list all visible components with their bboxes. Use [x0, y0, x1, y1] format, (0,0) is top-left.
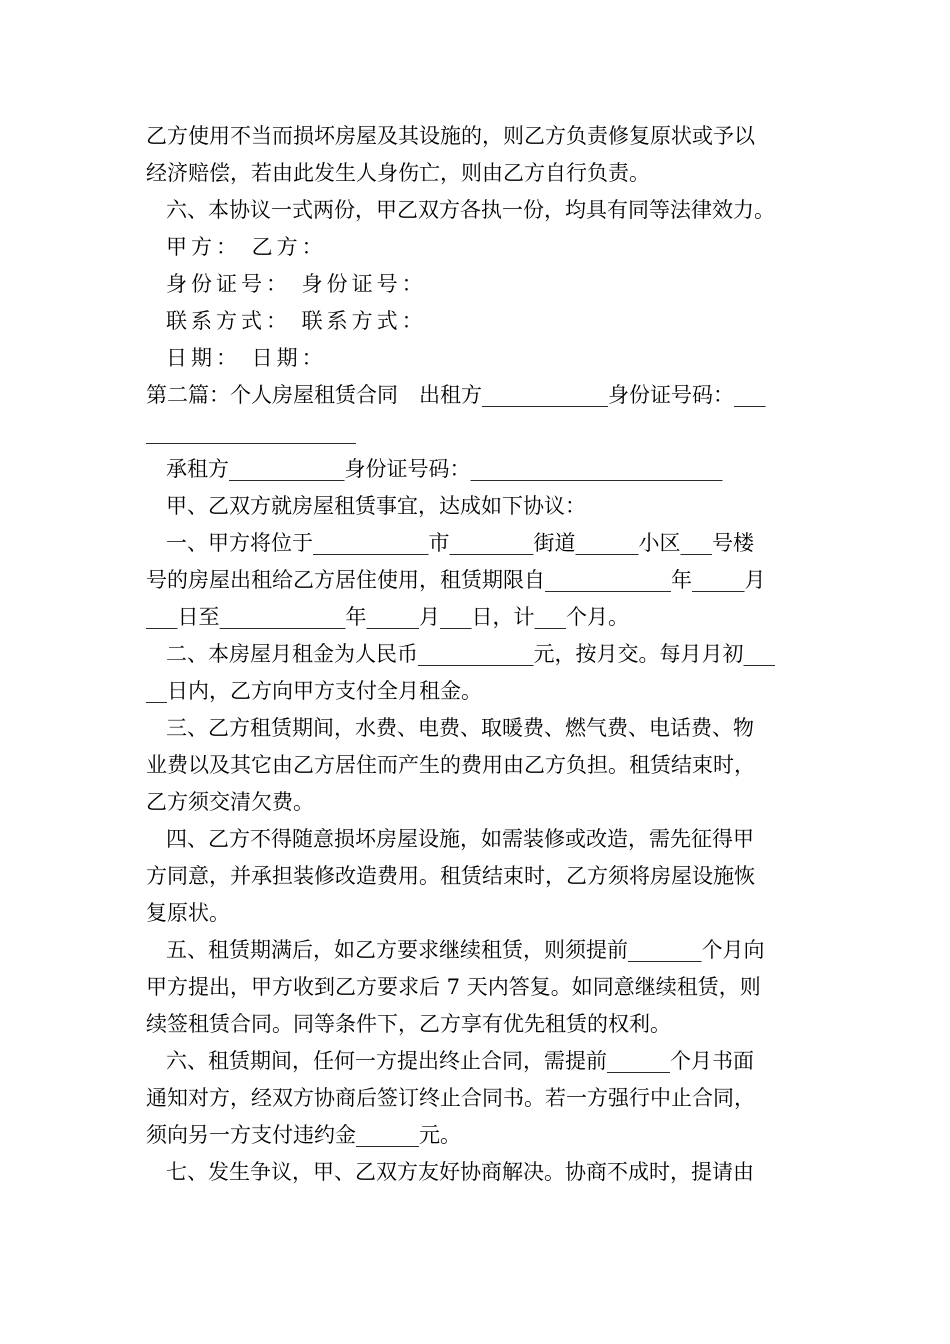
text-line: 乙方使用不当而损坏房屋及其设施的，则乙方负责修复原状或予以 [146, 124, 755, 148]
lessee-line: 承租方___________身份证号码：________________________ [166, 457, 723, 481]
agreement-intro: 甲、乙双方就房屋租赁事宜，达成如下协议： [166, 494, 586, 518]
text-line: ____________________ [146, 420, 356, 444]
clause-1: 一、甲方将位于___________市________街道______小区___号楼 [166, 531, 754, 555]
signature-id-line: 身份证号： 身份证号： [166, 272, 427, 296]
clause-6b: 六、租赁期间，任何一方提出终止合同，需提前______个月书面 [166, 1049, 754, 1073]
text-line: 乙方须交清欠费。 [146, 790, 314, 814]
text-line: __日内，乙方向甲方支付全月租金。 [146, 679, 482, 703]
signature-date-line: 日期： 日期： [166, 346, 327, 370]
signature-party-line: 甲方： 乙方： [166, 235, 327, 259]
document-body [146, 118, 818, 1191]
text-line: 甲方提出，甲方收到乙方要求后 7 天内答复。如同意继续租赁，则 [146, 975, 761, 999]
clause-6: 六、本协议一式两份，甲乙双方各执一份，均具有同等法律效力。 [166, 198, 775, 222]
text-line: ___日至____________年_____月___日，计___个月。 [146, 605, 629, 629]
clause-2: 二、本房屋月租金为人民币___________元，按月交。每月月初___ [166, 642, 775, 666]
text-line: 号的房屋出租给乙方居住使用，租赁期限自____________年_____月 [146, 568, 766, 592]
text-line: 续签租赁合同。同等条件下，乙方享有优先租赁的权利。 [146, 1012, 671, 1036]
section-heading: 第二篇：个人房屋租赁合同 出租方____________身份证号码：___ [146, 383, 766, 407]
text-line: 须向另一方支付违约金______元。 [146, 1123, 461, 1147]
text-line: 方同意，并承担装修改造费用。租赁结束时，乙方须将房屋设施恢 [146, 864, 755, 888]
text-line: 通知对方，经双方协商后签订终止合同书。若一方强行中止合同， [146, 1086, 755, 1110]
clause-4: 四、乙方不得随意损坏房屋设施，如需装修或改造，需先征得甲 [166, 827, 754, 851]
clause-5: 五、租赁期满后，如乙方要求继续租赁，则须提前_______个月向 [166, 938, 765, 962]
clause-7: 七、发生争议，甲、乙双方友好协商解决。协商不成时，提请由 [166, 1160, 754, 1184]
clause-3: 三、乙方租赁期间，水费、电费、取暖费、燃气费、电话费、物 [166, 716, 754, 740]
text-line: 业费以及其它由乙方居住而产生的费用由乙方负担。租赁结束时， [146, 753, 755, 777]
signature-contact-line: 联系方式： 联系方式： [166, 309, 427, 333]
text-line: 经济赔偿，若由此发生人身伤亡，则由乙方自行负责。 [146, 161, 650, 185]
text-line: 复原状。 [146, 901, 230, 925]
